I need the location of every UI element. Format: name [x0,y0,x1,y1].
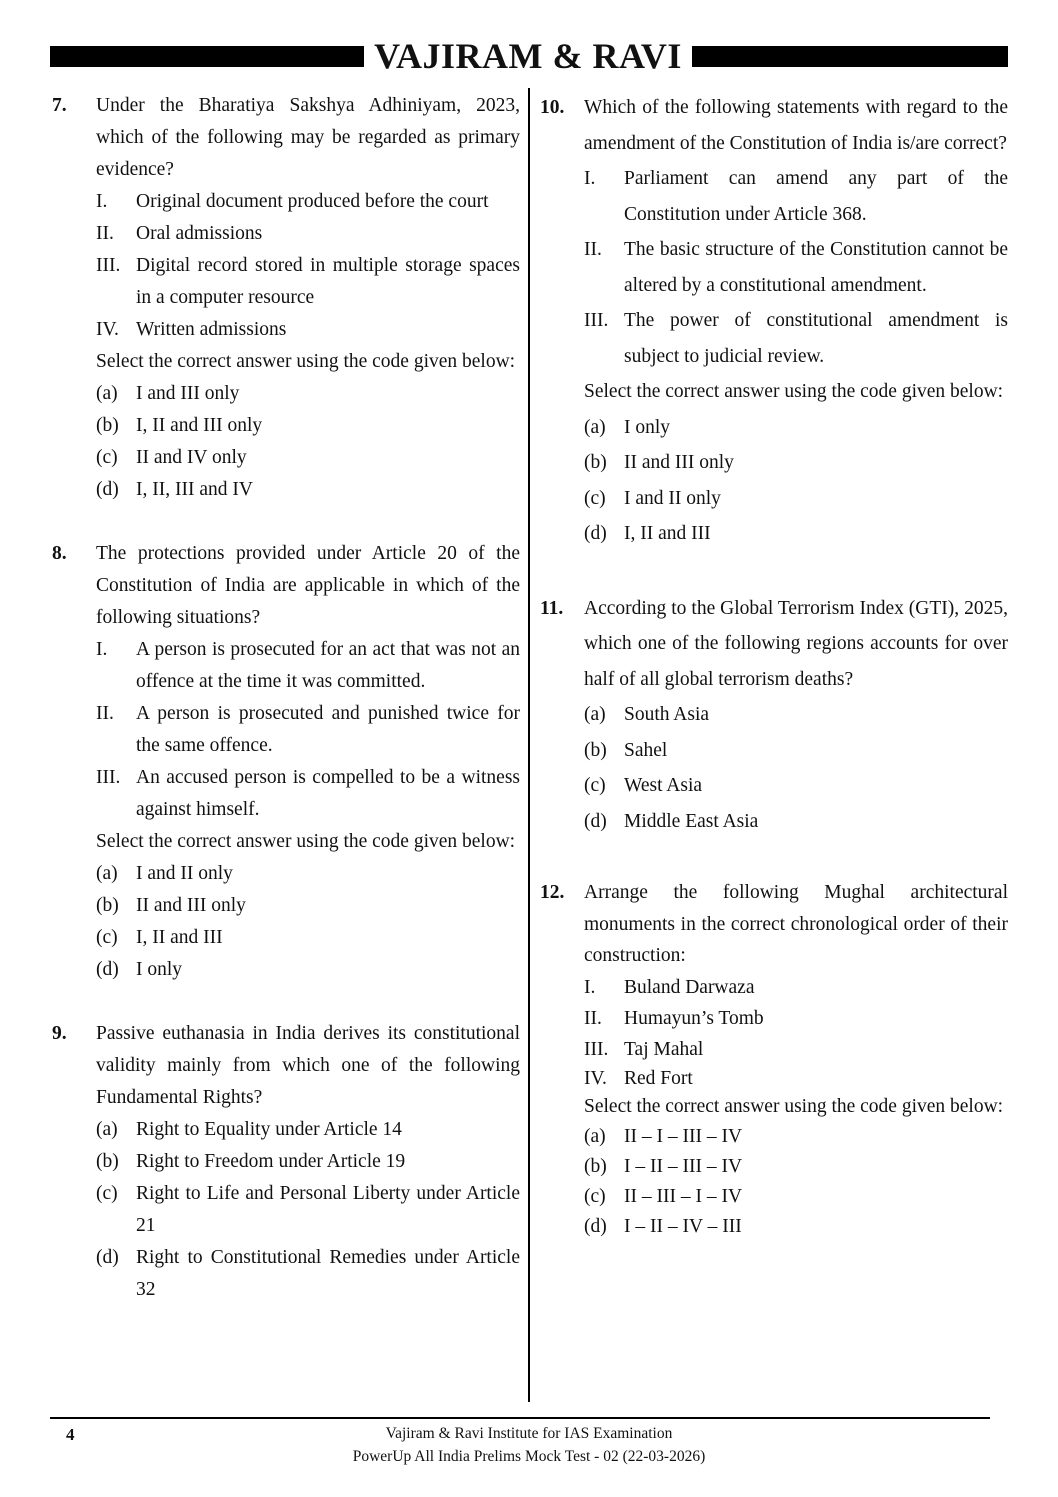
footer-institute: Vajiram & Ravi Institute for IAS Examination [385,1425,673,1442]
statement [584,303,1008,374]
question-stem: Passive euthanasia in India derives its constitutional validity mainly from which one of the following Fundamental Rights? [96,1023,520,1108]
option-text: Right to Life and Personal Liberty under Article 21 [136,1183,520,1236]
option-label: (d) [584,810,607,832]
statement-label: II. [584,239,602,260]
option-text: II and IV only [136,447,247,468]
statement-label: I. [584,976,596,998]
header-bar-right [692,46,1008,67]
question-stem: The protections provided under Article 20 of the Constitution of India are applicable in which of the following situations? [96,543,520,628]
answer-option [96,378,520,410]
option-text: Right to Constitutional Remedies under Article 32 [136,1247,520,1300]
statement [584,1034,1008,1065]
statement [96,698,520,762]
option-text: I only [136,959,183,980]
option-text: II – I – III – IV [624,1125,743,1147]
answer-option [584,733,1008,769]
answer-option [584,1212,1008,1242]
answer-instruction: Select the correct answer using the code given below: [584,381,1004,402]
answer-option [96,954,520,986]
statement-label: III. [584,310,609,331]
option-label: (a) [96,383,118,404]
option-text: Sahel [624,739,668,761]
question-8 [50,538,520,986]
footer-test-name: PowerUp All India Prelims Mock Test - 02 (22-03-2026) [352,1448,706,1465]
answer-option [96,410,520,442]
option-label: (b) [96,415,119,436]
question-number: 12. [540,882,565,903]
question-12 [540,877,1008,1242]
option-text: I, II and III only [136,415,263,436]
option-label: (d) [584,523,607,544]
statement [584,232,1008,303]
option-text: I and II only [136,863,233,884]
option-label: (d) [96,479,119,500]
option-text: I only [624,416,671,438]
statement-label: IV. [584,1067,607,1089]
answer-option [584,410,1008,446]
option-text: Right to Freedom under Article 19 [136,1151,406,1172]
answer-option [96,1242,520,1306]
answer-option [584,804,1008,840]
statement-text: Original document produced before the court [136,191,489,212]
answer-option [96,442,520,474]
question-7 [50,90,520,506]
option-text: I, II and III [624,523,711,544]
right-column [540,90,1008,1242]
option-label: (b) [96,895,119,916]
question-number: 7. [52,95,67,116]
header-title: VAJIRAM & RAVI [374,36,682,76]
statement [96,218,520,250]
statement [96,762,520,826]
statement-text: Red Fort [624,1067,693,1089]
answer-option [584,1182,1008,1212]
statement-label: I. [96,191,108,212]
answer-instruction: Select the correct answer using the code given below: [96,831,516,852]
statement-label: I. [584,168,596,189]
option-text: South Asia [624,704,710,725]
option-text: West Asia [624,775,703,796]
statement [584,972,1008,1003]
statement-text: The power of constitutional amendment is subject to judicial review. [624,310,1008,367]
answer-option [96,890,520,922]
option-text: I and III only [136,383,240,404]
statement-text: Humayun’s Tomb [624,1007,764,1029]
answer-option [584,481,1008,517]
option-label: (d) [584,1215,607,1237]
statement-text: Written admissions [136,319,287,340]
statement-text: Buland Darwaza [624,976,755,998]
answer-option [96,474,520,506]
option-text: II and III only [136,895,246,916]
option-text: I – II – IV – III [624,1215,742,1237]
answer-option [96,922,520,954]
statement-text: Taj Mahal [624,1038,704,1060]
question-number: 10. [540,97,565,118]
statement-label: I. [96,639,108,660]
statement-text: The basic structure of the Constitution cannot be altered by a constitutional amendment. [624,239,1008,296]
question-stem: According to the Global Terrorism Index (GTI), 2025, which one of the following regions accounts for over half of all global terrorism deaths? [584,597,1008,690]
page-header [50,36,1008,76]
header-bar-left [50,46,364,67]
statement-label: III. [584,1038,609,1060]
statement-text: Oral admissions [136,223,263,244]
option-label: (b) [96,1151,119,1172]
answer-instruction: Select the correct answer using the code given below: [584,1095,1004,1117]
answer-option [96,1178,520,1242]
answer-option [96,858,520,890]
option-label: (c) [96,447,118,468]
option-label: (c) [584,1185,606,1207]
option-text: II and III only [624,452,734,473]
answer-option [584,1122,1008,1152]
statement [96,250,520,314]
answer-option [584,516,1008,552]
question-stem: Which of the following statements with regard to the amendment of the Constitution of India is/are correct? [584,97,1008,154]
statement-label: III. [96,767,121,788]
answer-option [96,1146,520,1178]
option-text: I – II – III – IV [624,1155,743,1177]
question-number: 11. [540,597,564,619]
statement-label: IV. [96,319,119,340]
option-text: II – III – I – IV [624,1185,743,1207]
statement-text: Digital record stored in multiple storage spaces in a computer resource [136,255,520,308]
option-text: Middle East Asia [624,810,759,832]
question-stem: Arrange the following Mughal architectural monuments in the correct chronological order of their construction: [584,882,1008,966]
question-number: 8. [52,543,67,564]
option-label: (d) [96,1247,119,1268]
answer-option [584,768,1008,804]
option-text: I, II and III [136,927,223,948]
question-number: 9. [52,1023,67,1044]
column-divider [528,88,530,1402]
option-label: (a) [584,416,606,438]
footer-rule [50,1417,990,1419]
answer-option [96,1114,520,1146]
page-number: 4 [66,1425,75,1444]
question-10 [540,90,1008,552]
statement [584,1065,1008,1092]
answer-option [584,1152,1008,1182]
question-9 [50,1018,520,1306]
option-label: (c) [584,487,606,509]
option-text: I, II, III and IV [136,479,253,500]
option-text: Right to Equality under Article 14 [136,1119,402,1140]
answer-option [584,445,1008,481]
option-label: (c) [96,927,118,948]
option-text: I and II only [624,487,721,509]
option-label: (c) [96,1183,118,1204]
statement [584,1003,1008,1034]
statement-text: Parliament can amend any part of the Constitution under Article 368. [624,168,1008,225]
option-label: (b) [584,452,607,473]
option-label: (b) [584,1155,607,1177]
question-11 [540,591,1008,840]
statement [96,314,520,346]
statement-text: A person is prosecuted for an act that was not an offence at the time it was committed. [136,639,520,692]
statement-label: III. [96,255,121,276]
option-label: (a) [96,863,118,884]
statement-text: A person is prosecuted and punished twice for the same offence. [136,703,520,756]
left-column [50,90,520,1306]
option-label: (c) [584,775,606,796]
option-label: (d) [96,959,119,980]
question-stem: Under the Bharatiya Sakshya Adhiniyam, 2023, which of the following may be regarded as primary evidence? [96,95,520,180]
statement [584,161,1008,232]
option-label: (a) [584,704,606,725]
statement-label: II. [96,703,114,724]
statement-label: II. [584,1007,602,1029]
statement-text: An accused person is compelled to be a witness against himself. [136,767,520,820]
option-label: (a) [96,1119,118,1140]
answer-option [584,697,1008,733]
statement [96,634,520,698]
option-label: (a) [584,1125,606,1147]
answer-instruction: Select the correct answer using the code given below: [96,351,516,372]
statement-label: II. [96,223,114,244]
statement [96,186,520,218]
option-label: (b) [584,739,607,761]
